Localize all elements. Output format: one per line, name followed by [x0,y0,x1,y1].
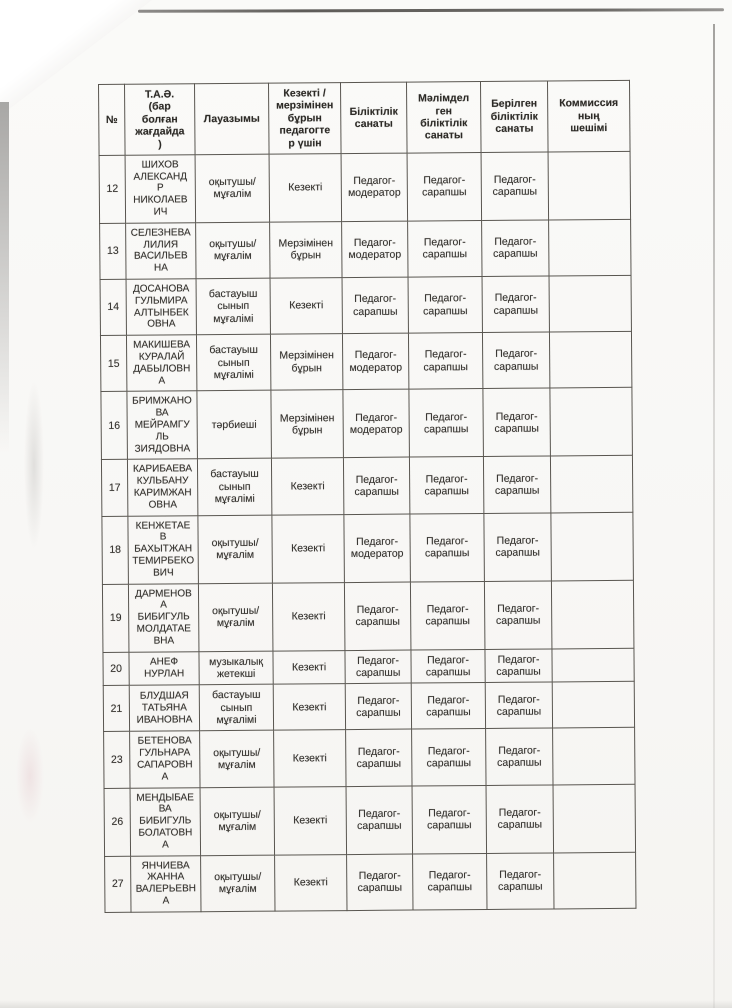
cell-number: 15 [100,336,126,392]
cell-position: тәрбиеші [197,391,272,460]
cell-declared-category: Педагог- сарапшы [412,785,487,854]
cell-declared-category: Педагог- сарапшы [409,389,484,458]
cell-declared-category: Педагог- сарапшы [408,333,482,390]
cell-attestation-type: Кезекті [275,854,347,911]
table-row [100,275,631,335]
cell-position: оқытушы/ мұғалім [200,787,275,856]
cell-given-category: Педагог- сарапшы [487,853,554,910]
cell-qualification-category: Педагог- сарапшы [344,582,411,651]
col-header-qualification-category: Біліктілік санаты [340,82,407,153]
scan-left-shadow [0,102,9,452]
cell-declared-category: Педагог- сарапшы [407,152,482,221]
cell-number: 21 [103,686,129,732]
cell-full-name: КЕНЖЕТАЕ В БАХЫТЖАН ТЕМИРБЕКО ВИЧ [128,515,199,584]
cell-commission-decision [551,580,634,649]
cell-full-name: ШИХОВ АЛЕКСАНД Р НИКОЛАЕВ ИЧ [125,155,196,224]
cell-number: 18 [102,516,129,584]
cell-qualification-category: Педагог- сарапшы [343,457,409,514]
col-header-given-category: Берілген біліктілік санаты [480,81,548,152]
cell-full-name: ЯНЧИЕВА ЖАННА ВАЛЕРЬЕВН А [131,855,201,912]
cell-number: 14 [100,279,126,335]
table-row [101,456,632,516]
scan-smudge [16,728,44,824]
col-header-commission-decision: Коммиссия ның шешімі [547,80,630,152]
cell-commission-decision [551,512,634,581]
cell-commission-decision [549,219,631,276]
cell-attestation-type: Мерзімінен бұрын [271,390,344,459]
cell-given-category: Педагог- сарапшы [482,276,549,333]
cell-given-category: Педагог- сарапшы [485,682,552,729]
cell-declared-category: Педагог- сарапшы [409,457,483,514]
cell-attestation-type: Мерзімінен бұрын [270,221,342,278]
table-row [103,648,634,686]
cell-full-name: БРИМЖАНО ВА МЕЙРАМГУ ЛЬ ЗИЯДОВНА [127,391,198,460]
cell-attestation-type: Кезекті [274,786,347,855]
cell-full-name: ДАРМЕНОВ А БИБИГУЛЬ МОЛДАТАЕ ВНА [128,583,199,652]
table-row [99,151,631,223]
cell-given-category: Педагог- сарапшы [482,332,549,389]
scan-smudge [24,380,44,550]
cell-declared-category: Педагог- сарапшы [411,683,485,730]
cell-number: 20 [103,652,129,686]
cell-position: музыкалық жетекші [199,651,273,685]
cell-number: 17 [101,460,127,516]
cell-commission-decision [552,682,634,729]
cell-commission-decision [554,852,636,909]
table-row [104,784,636,856]
cell-qualification-category: Педагог- сарапшы [345,683,411,730]
cell-position: оқытушы/ мұғалім [198,583,273,652]
cell-full-name: КАРИБАЕВА КУЛЬБАНУ КАРИМЖАН ОВНА [127,459,197,516]
table-body [99,151,636,912]
cell-full-name: ДОСАНОВА ГУЛЬМИРА АЛТЫНБЕК ОВНА [126,279,196,336]
col-header-attestation-type: Кезекті / мерзімінен бұрын педагогте р үшін [268,83,341,154]
cell-attestation-type: Кезекті [272,514,345,583]
cell-full-name: СЕЛЕЗНЕВА ЛИЛИЯ ВАСИЛЬЕВ НА [126,223,196,280]
scan-top-edge-line [138,8,724,13]
cell-number: 19 [102,584,129,652]
scan-right-edge-line [713,24,715,1008]
cell-given-category: Педагог- сарапшы [482,220,549,277]
cell-attestation-type: Кезекті [272,582,345,651]
cell-declared-category: Педагог- сарапшы [408,220,482,277]
col-header-declared-category: Мәлімдел ген біліктілік санаты [406,81,481,152]
cell-commission-decision [550,388,633,457]
cell-attestation-type: Кезекті [270,278,342,335]
table-row [101,388,633,460]
cell-given-category: Педагог- сарапшы [486,728,553,785]
cell-given-category: Педагог- сарапшы [483,456,550,513]
cell-given-category: Педагог- сарапшы [484,513,552,582]
cell-qualification-category: Педагог- сарапшы [342,277,408,334]
cell-declared-category: Педагог- сарапшы [408,277,482,334]
col-header-position: Лауазымы [195,83,270,154]
cell-full-name: БЕТЕНОВА ГУЛЬНАРА САПАРОВН А [130,731,200,788]
cell-qualification-category: Педагог- модератор [343,389,410,458]
cell-position: оқытушы/ мұғалім [198,515,273,584]
cell-commission-decision [550,456,632,513]
cell-declared-category: Педагог- сарапшы [411,649,485,683]
cell-position: оқытушы/ мұғалім [195,154,270,223]
table-row [103,682,634,732]
cell-qualification-category: Педагог- модератор [342,221,408,278]
cell-number: 26 [104,788,131,856]
cell-commission-decision [553,728,635,785]
cell-commission-decision [553,784,636,853]
cell-qualification-category: Педагог- сарапшы [345,650,411,684]
cell-attestation-type: Кезекті [271,458,343,515]
cell-given-category: Педагог- сарапшы [485,649,552,683]
cell-number: 16 [101,392,128,460]
cell-position: бастауыш сынып мұғалімі [196,278,270,335]
cell-position: оқытушы/ мұғалім [200,731,274,788]
cell-position: оқытушы/ мұғалім [201,855,275,912]
table-row [102,512,634,584]
cell-qualification-category: Педагог- модератор [341,153,408,222]
cell-attestation-type: Мерзімінен бұрын [270,334,342,391]
cell-full-name: МАКИШЕВА КУРАЛАЙ ДАБЫЛОВН А [126,335,196,392]
cell-position: бастауыш сынып мұғалімі [196,334,270,391]
table-row [100,219,631,279]
cell-qualification-category: Педагог- модератор [342,333,408,390]
cell-full-name: АНЕФ НУРЛАН [129,651,199,685]
table-row [100,332,631,392]
cell-commission-decision [549,275,631,332]
table-header [99,80,631,155]
cell-declared-category: Педагог- сарапшы [413,853,487,910]
table-row [104,728,635,788]
cell-number: 27 [105,856,131,912]
cell-commission-decision [552,648,634,682]
cell-given-category: Педагог- сарапшы [483,388,551,457]
header-row [99,80,631,155]
cell-position: бастауыш сынып мұғалімі [199,684,273,731]
cell-qualification-category: Педагог- сарапшы [347,854,413,911]
cell-commission-decision [548,151,631,220]
cell-attestation-type: Кезекті [273,650,345,684]
cell-position: оқытушы/ мұғалім [196,222,270,279]
cell-given-category: Педагог- сарапшы [484,581,552,650]
cell-full-name: БЛУДШАЯ ТАТЬЯНА ИВАНОВНА [129,685,199,732]
cell-attestation-type: Кезекті [273,684,345,731]
attestation-table [98,80,636,913]
cell-given-category: Педагог- сарапшы [486,785,554,854]
cell-qualification-category: Педагог- модератор [344,514,411,583]
col-header-full-name: Т.А.Ә. (бар болған жағдайда ) [125,84,196,155]
cell-attestation-type: Кезекті [274,730,346,787]
cell-declared-category: Педагог- сарапшы [410,581,485,650]
cell-declared-category: Педагог- сарапшы [412,729,486,786]
cell-number: 13 [100,223,126,279]
cell-declared-category: Педагог- сарапшы [410,513,485,582]
cell-number: 23 [104,732,130,788]
col-header-number: № [99,84,126,155]
cell-attestation-type: Кезекті [269,153,342,222]
cell-full-name: МЕНДЫБАЕ ВА БИБИГУЛЬ БОЛАТОВН А [130,787,201,856]
table-row [105,852,636,912]
scan-bottom-shadow [0,1000,732,1008]
cell-position: бастауыш сынып мұғалімі [197,459,271,516]
cell-number: 12 [99,155,126,223]
cell-commission-decision [549,332,631,389]
cell-given-category: Педагог- сарапшы [481,152,549,221]
cell-qualification-category: Педагог- сарапшы [346,729,412,786]
cell-qualification-category: Педагог- сарапшы [346,786,413,855]
table-row [102,580,634,652]
